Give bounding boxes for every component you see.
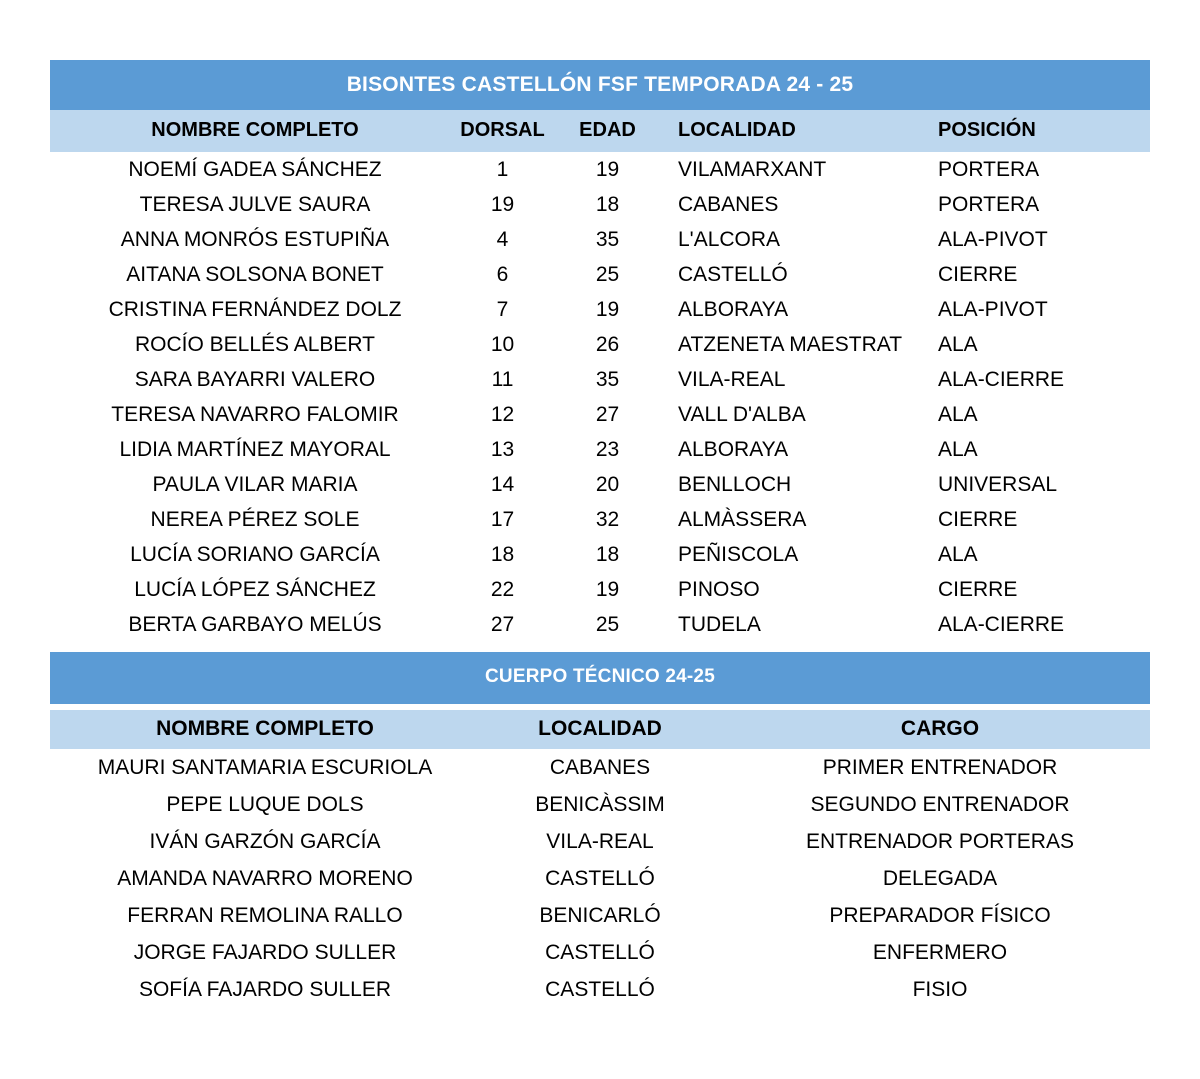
table-row <box>50 432 1150 467</box>
cell-posicion: UNIVERSAL <box>938 473 1058 497</box>
cell-name: TERESA NAVARRO FALOMIR <box>111 403 399 427</box>
table-row <box>50 897 1150 934</box>
cell-localidad: ATZENETA MAESTRAT <box>678 333 903 357</box>
cell-staff-localidad: CASTELLÓ <box>545 940 655 964</box>
cell-staff-cargo: ENFERMERO <box>872 940 1008 964</box>
cell-staff-localidad: BENICARLÓ <box>539 903 661 927</box>
cell-dorsal: 11 <box>491 368 514 392</box>
cell-localidad: BENLLOCH <box>678 473 792 497</box>
cell-edad: 27 <box>595 403 620 427</box>
cell-localidad: ALBORAYA <box>678 438 789 462</box>
staff-section-title: CUERPO TÉCNICO 24-25 <box>50 652 1150 704</box>
table-row <box>50 397 1150 432</box>
cell-dorsal: 19 <box>490 193 515 217</box>
cell-staff-name: JORGE FAJARDO SULLER <box>133 940 397 964</box>
column-header-staff-name: NOMBRE COMPLETO <box>156 716 374 740</box>
cell-edad: 18 <box>595 543 620 567</box>
staff-table-header <box>50 710 1150 749</box>
cell-staff-name: SOFÍA FAJARDO SULLER <box>138 977 392 1001</box>
cell-edad: 35 <box>595 368 620 392</box>
table-row <box>50 607 1150 642</box>
column-header-localidad: LOCALIDAD <box>678 119 796 142</box>
cell-staff-localidad: CASTELLÓ <box>545 977 655 1001</box>
column-header-edad: EDAD <box>579 119 636 142</box>
cell-staff-cargo: ENTRENADOR PORTERAS <box>806 829 1074 853</box>
cell-edad: 19 <box>595 158 620 182</box>
cell-edad: 25 <box>595 263 620 287</box>
cell-posicion: ALA <box>938 543 978 567</box>
cell-name: ROCÍO BELLÉS ALBERT <box>134 333 376 357</box>
table-row <box>50 467 1150 502</box>
cell-name: LUCÍA SORIANO GARCÍA <box>130 543 380 567</box>
cell-edad: 26 <box>595 333 620 357</box>
cell-name: PAULA VILAR MARIA <box>152 473 358 497</box>
table-row <box>50 292 1150 327</box>
cell-edad: 18 <box>595 193 620 217</box>
section-spacer <box>50 642 1150 652</box>
cell-edad: 25 <box>595 613 620 637</box>
cell-posicion: CIERRE <box>938 508 1018 532</box>
cell-posicion: PORTERA <box>938 193 1040 217</box>
cell-dorsal: 6 <box>496 263 509 287</box>
cell-staff-cargo: PRIMER ENTRENADOR <box>822 755 1058 779</box>
cell-name: TERESA JULVE SAURA <box>139 193 371 217</box>
cell-dorsal: 7 <box>496 298 509 322</box>
cell-edad: 20 <box>595 473 620 497</box>
cell-dorsal: 10 <box>490 333 515 357</box>
cell-name: LIDIA MARTÍNEZ MAYORAL <box>119 438 391 462</box>
cell-dorsal: 14 <box>490 473 515 497</box>
column-header-staff-localidad: LOCALIDAD <box>538 716 662 740</box>
column-header-staff-cargo: CARGO <box>900 716 980 740</box>
table-row <box>50 222 1150 257</box>
cell-staff-localidad: CASTELLÓ <box>545 866 655 890</box>
table-row <box>50 152 1150 187</box>
cell-staff-name: FERRAN REMOLINA RALLO <box>127 903 403 927</box>
cell-staff-cargo: DELEGADA <box>882 866 998 890</box>
cell-name: CRISTINA FERNÁNDEZ DOLZ <box>108 298 402 322</box>
cell-name: NEREA PÉREZ SOLE <box>150 508 360 532</box>
cell-edad: 32 <box>595 508 620 532</box>
cell-dorsal: 17 <box>490 508 515 532</box>
table-row <box>50 502 1150 537</box>
table-row <box>50 257 1150 292</box>
cell-staff-localidad: CABANES <box>549 755 651 779</box>
cell-staff-cargo: FISIO <box>912 977 968 1001</box>
cell-dorsal: 13 <box>490 438 515 462</box>
table-row <box>50 572 1150 607</box>
cell-edad: 35 <box>595 228 620 252</box>
cell-dorsal: 4 <box>496 228 509 252</box>
cell-localidad: L'ALCORA <box>678 228 781 252</box>
cell-localidad: TUDELA <box>678 613 761 637</box>
cell-posicion: ALA <box>938 403 978 427</box>
cell-posicion: ALA <box>938 438 978 462</box>
table-row <box>50 934 1150 971</box>
column-header-posicion: POSICIÓN <box>938 119 1036 142</box>
cell-edad: 19 <box>595 578 620 602</box>
cell-staff-cargo: SEGUNDO ENTRENADOR <box>810 792 1070 816</box>
table-row <box>50 362 1150 397</box>
cell-localidad: VALL D'ALBA <box>678 403 806 427</box>
column-header-name: NOMBRE COMPLETO <box>151 119 359 142</box>
team-table-header <box>50 110 1150 152</box>
cell-localidad: CASTELLÓ <box>678 263 788 287</box>
cell-staff-name: PEPE LUQUE DOLS <box>166 792 364 816</box>
cell-dorsal: 27 <box>490 613 515 637</box>
cell-name: BERTA GARBAYO MELÚS <box>128 613 382 637</box>
cell-localidad: PINOSO <box>678 578 760 602</box>
cell-localidad: ALMÀSSERA <box>678 508 807 532</box>
cell-dorsal: 12 <box>490 403 515 427</box>
cell-staff-localidad: BENICÀSSIM <box>535 792 665 816</box>
cell-posicion: ALA-CIERRE <box>938 368 1065 392</box>
cell-edad: 23 <box>595 438 620 462</box>
table-row <box>50 749 1150 786</box>
cell-localidad: ALBORAYA <box>678 298 789 322</box>
table-row <box>50 187 1150 222</box>
team-section-title: BISONTES CASTELLÓN FSF TEMPORADA 24 - 25 <box>50 60 1150 110</box>
table-row <box>50 860 1150 897</box>
cell-name: SARA BAYARRI VALERO <box>134 368 376 392</box>
cell-name: ANNA MONRÓS ESTUPIÑA <box>120 228 390 252</box>
cell-dorsal: 18 <box>490 543 515 567</box>
cell-posicion: ALA-PIVOT <box>938 298 1048 322</box>
cell-posicion: CIERRE <box>938 263 1018 287</box>
cell-staff-name: MAURI SANTAMARIA ESCURIOLA <box>97 755 433 779</box>
cell-name: NOEMÍ GADEA SÁNCHEZ <box>128 158 382 182</box>
table-row <box>50 537 1150 572</box>
cell-staff-cargo: PREPARADOR FÍSICO <box>829 903 1051 927</box>
cell-posicion: ALA-CIERRE <box>938 613 1065 637</box>
team-table-body <box>50 152 1150 642</box>
cell-posicion: PORTERA <box>938 158 1040 182</box>
cell-localidad: PEÑISCOLA <box>678 543 799 567</box>
cell-posicion: ALA-PIVOT <box>938 228 1048 252</box>
column-header-dorsal: DORSAL <box>460 119 545 142</box>
cell-dorsal: 1 <box>496 158 509 182</box>
cell-posicion: CIERRE <box>938 578 1018 602</box>
cell-staff-name: IVÁN GARZÓN GARCÍA <box>149 829 381 853</box>
staff-table-body <box>50 749 1150 1008</box>
table-row <box>50 327 1150 362</box>
table-row <box>50 971 1150 1008</box>
cell-staff-localidad: VILA-REAL <box>546 829 654 853</box>
cell-localidad: VILA-REAL <box>678 368 786 392</box>
cell-dorsal: 22 <box>490 578 515 602</box>
cell-localidad: CABANES <box>678 193 779 217</box>
table-row <box>50 786 1150 823</box>
cell-staff-name: AMANDA NAVARRO MORENO <box>117 866 413 890</box>
cell-edad: 19 <box>595 298 620 322</box>
cell-posicion: ALA <box>938 333 978 357</box>
cell-name: LUCÍA LÓPEZ SÁNCHEZ <box>134 578 376 602</box>
cell-name: AITANA SOLSONA BONET <box>126 263 384 287</box>
table-row <box>50 823 1150 860</box>
cell-localidad: VILAMARXANT <box>678 158 827 182</box>
roster-sheet <box>50 60 1150 1008</box>
